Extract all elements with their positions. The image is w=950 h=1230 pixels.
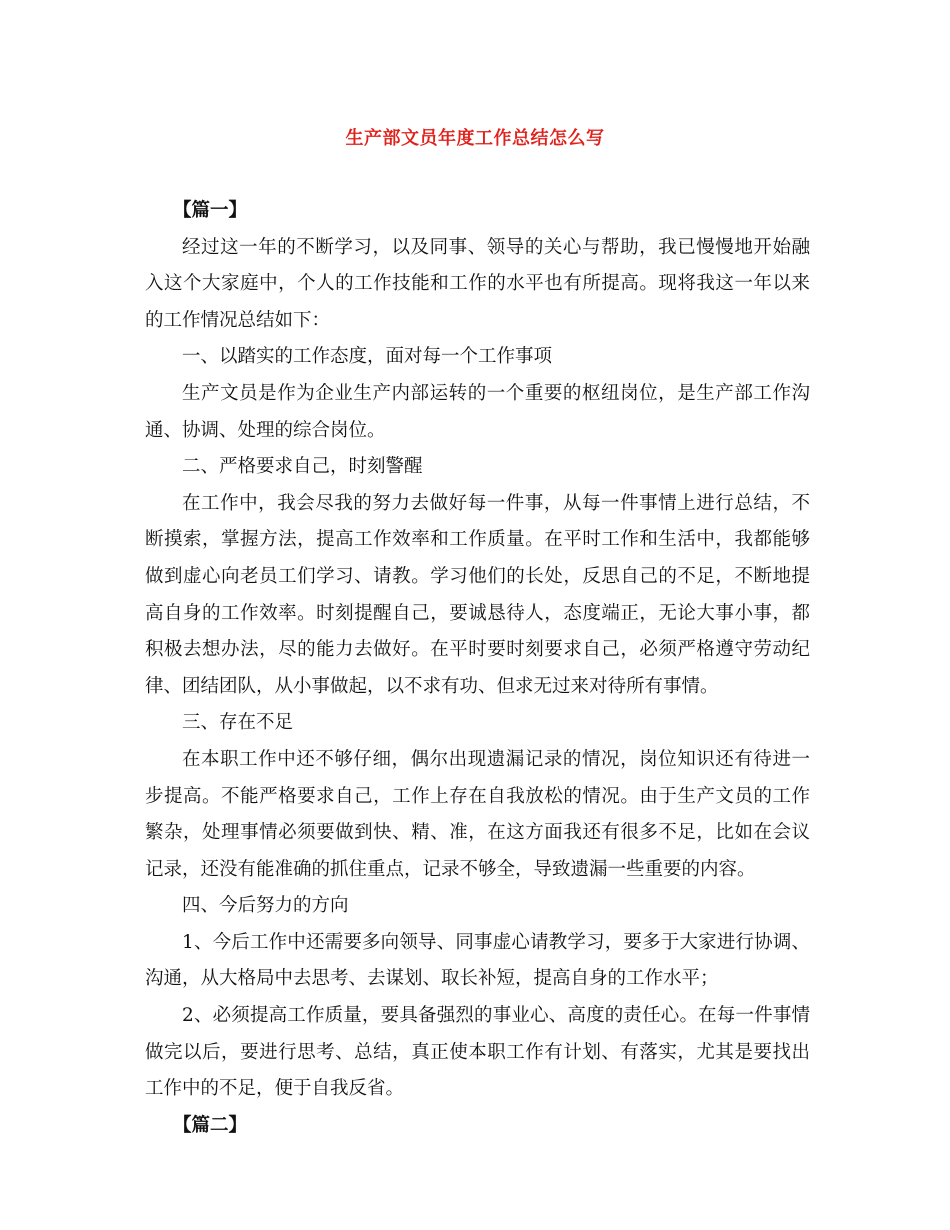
- paragraph-2: 在工作中，我会尽我的努力去做好每一件事，从每一件事情上进行总结，不断摸索，掌握方法，提高工作效率和工作质量。在平时工作和生活中，我都能够做到虚心向老员工们学习、请教。学习他们的长处，反思自己的不足，不断地提高自身的工作效率。时刻提醒自己，要诚恳待人，态度端正，无论大事小事，都积极去想办法，尽的能力去做好。在平时要时刻要求自己，必须严格遵守劳动纪律、团结团队，从小事做起，以不求有功、但求无过来对待所有事情。: [145, 492, 810, 697]
- list-item-1: 1、今后工作中还需要多向领导、同事虚心请教学习，要多于大家进行协调、沟通，从大格局中去思考、去谋划、取长补短，提高自身的工作水平；: [145, 931, 810, 990]
- paragraph-3: 在本职工作中还不够仔细，偶尔出现遗漏记录的情况，岗位知识还有待进一步提高。不能严格要求自己，工作上存在自我放松的情况。由于生产文员的工作繁杂，处理事情必须要做到快、精、准，在这方面我还有很多不足，比如在会议记录，还没有能准确的抓住重点，记录不够全，导致遗漏一些重要的内容。: [145, 748, 810, 880]
- heading-4: 四、今后努力的方向: [182, 895, 349, 917]
- document-body: [145, 193, 810, 1144]
- document-title: 生产部文员年度工作总结怎么写: [345, 128, 605, 149]
- section-two-mark: 【篇二】: [173, 1114, 248, 1136]
- list-item-2: 2、必须提高工作质量，要具备强烈的事业心、高度的责任心。在每一件事情做完以后，要进行思考、总结，真正使本职工作有计划、有落实，尤其是要找出工作中的不足，便于自我反省。: [145, 1005, 810, 1100]
- heading-3: 三、存在不足: [182, 712, 294, 734]
- section-one-mark: 【篇一】: [173, 200, 248, 221]
- heading-1: 一、以踏实的工作态度，面对每一个工作事项: [182, 346, 553, 368]
- paragraph-1: 生产文员是作为企业生产内部运转的一个重要的枢纽岗位，是生产部工作沟通、协调、处理的综合岗位。: [145, 382, 810, 441]
- intro-paragraph: 经过这一年的不断学习，以及同事、领导的关心与帮助，我已慢慢地开始融入这个大家庭中，个人的工作技能和工作的水平也有所提高。现将我这一年以来的工作情况总结如下：: [145, 236, 810, 331]
- heading-2: 二、严格要求自己，时刻警醒: [182, 456, 423, 478]
